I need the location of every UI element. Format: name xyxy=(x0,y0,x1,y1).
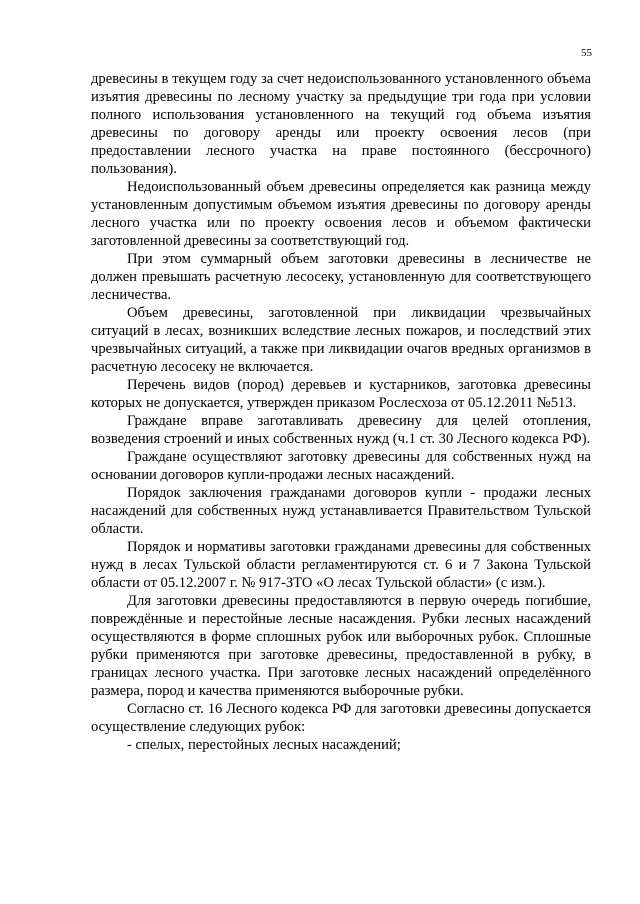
paragraph: Для заготовки древесины предоставляются в первую очередь погибшие, повреждённые и перестойные лесные насаждения. Рубки лесных насаждений осуществляются в форме сплошных рубок или выборочных рубок. Сплошные рубки применяются при заготовке древесины, предоставленной в рубку, в границах лесного участка. При заготовке лесных насаждений определённого размера, пород и качества применяются выборочные рубки. xyxy=(91,593,591,699)
paragraph: древесины в текущем году за счет недоиспользованного установленного объема изъятия древесины по лесному участку за предыдущие три года при условии полного использования установленного на текущий год объема изъятия древесины по договору аренды или проекту освоения лесов (при предоставлении лесного участка на праве постоянного (бессрочного) пользования). xyxy=(91,71,591,177)
paragraph: Объем древесины, заготовленной при ликвидации чрезвычайных ситуаций в лесах, возникших вследствие лесных пожаров, и последствий этих чрезвычайных ситуаций, а также при ликвидации очагов вредных организмов в расчетную лесосеку не включается. xyxy=(91,305,591,375)
paragraph: Порядок заключения гражданами договоров купли - продажи лесных насаждений для собственных нужд устанавливается Правительством Тульской области. xyxy=(91,485,591,537)
paragraph: Перечень видов (пород) деревьев и кустарников, заготовка древесины которых не допускается, утвержден приказом Рослесхоза от 05.12.2011 №513. xyxy=(91,377,591,411)
page-body xyxy=(91,70,591,754)
page-number: 55 xyxy=(581,47,592,59)
list-item: - спелых, перестойных лесных насаждений; xyxy=(127,737,401,753)
paragraph: При этом суммарный объем заготовки древесины в лесничестве не должен превышать расчетную лесосеку, установленную для соответствующего лесничества. xyxy=(91,251,591,303)
paragraph: Граждане вправе заготавливать древесину для целей отопления, возведения строений и иных собственных нужд (ч.1 ст. 30 Лесного кодекса РФ). xyxy=(91,413,591,447)
paragraph: Граждане осуществляют заготовку древесины для собственных нужд на основании договоров купли-продажи лесных насаждений. xyxy=(91,449,591,483)
paragraph: Недоиспользованный объем древесины определяется как разница между установленным допустимым объемом изъятия древесины по договору аренды лесного участка или по проекту освоения лесов и объемом фактически заготовленной древесины за соответствующий год. xyxy=(91,179,591,249)
paragraph: Порядок и нормативы заготовки гражданами древесины для собственных нужд в лесах Тульской области регламентируются ст. 6 и 7 Закона Тульской области от 05.12.2007 г. № 917-ЗТО «О лесах Тульской области» (с изм.). xyxy=(91,539,591,591)
paragraph: Согласно ст. 16 Лесного кодекса РФ для заготовки древесины допускается осуществление следующих рубок: xyxy=(91,701,591,735)
